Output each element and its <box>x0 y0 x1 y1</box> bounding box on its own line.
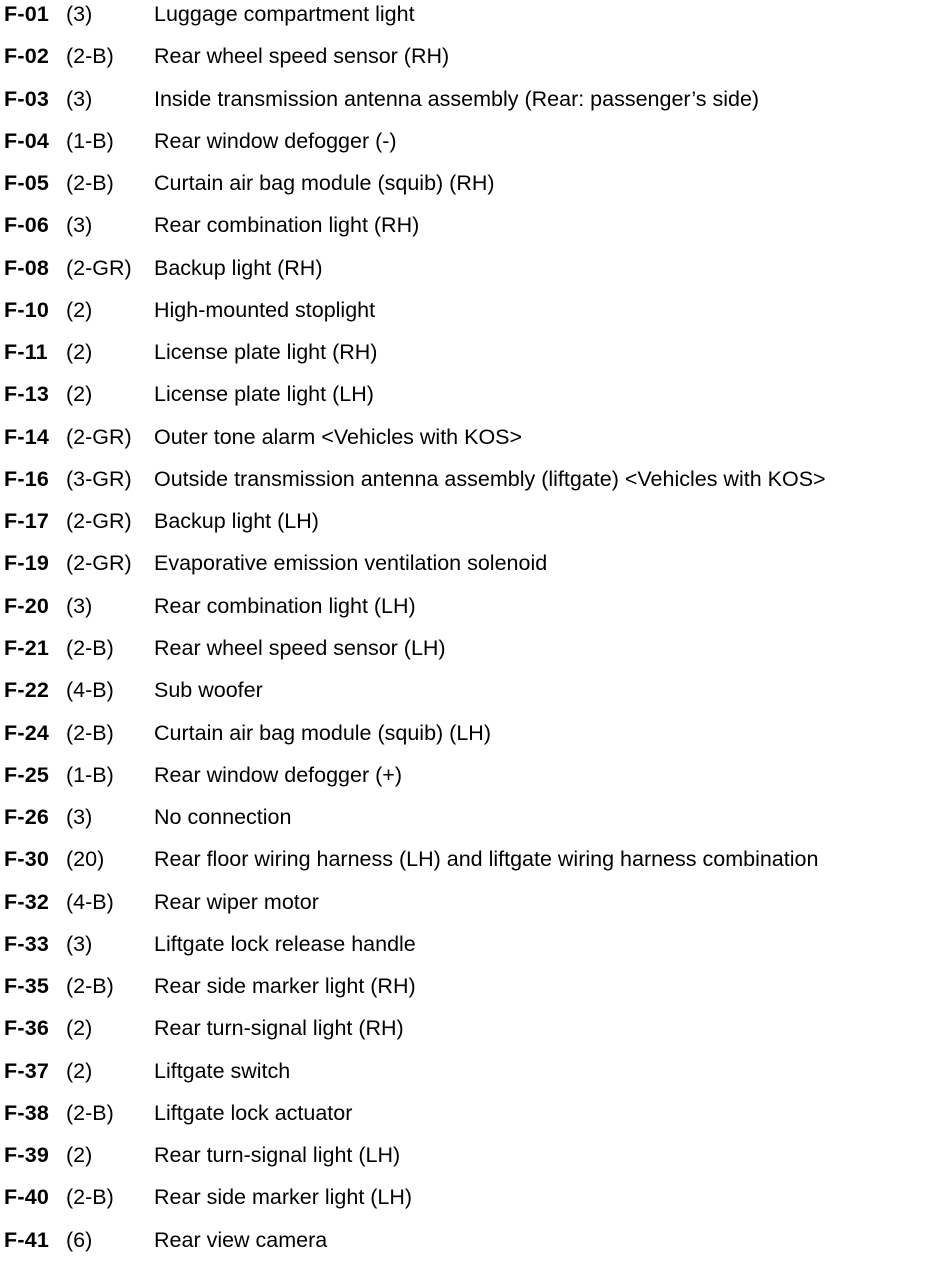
connector-description: Luggage compartment light <box>154 2 415 26</box>
connector-code: F-32 <box>4 889 50 914</box>
connector-description: Rear wiper motor <box>154 889 319 914</box>
connector-pins: (2-GR) <box>66 255 132 280</box>
connector-pins: (2-GR) <box>66 509 132 534</box>
connector-pins: (2-B) <box>66 635 114 660</box>
connector-description: Inside transmission antenna assembly (Rear: passenger’s side) <box>154 86 760 111</box>
connector-code: F-25 <box>4 762 50 787</box>
connector-code: F-30 <box>4 847 50 872</box>
connector-pins: (2-B) <box>66 1185 114 1210</box>
connector-pins: (3) <box>66 2 93 26</box>
connector-row <box>0 803 944 845</box>
connector-description: Rear turn-signal light (LH) <box>154 1143 401 1168</box>
connector-code: F-10 <box>4 297 50 322</box>
connector-row <box>0 930 944 972</box>
connector-pins: (2-B) <box>66 171 114 196</box>
connector-row <box>0 296 944 338</box>
connector-description: Rear floor wiring harness (LH) and liftgate wiring harness combination <box>154 847 819 872</box>
connector-description: Rear side marker light (LH) <box>154 1185 413 1210</box>
connector-pins: (3-GR) <box>66 466 132 491</box>
connector-pins: (3) <box>66 805 93 830</box>
connector-description: Outer tone alarm <Vehicles with KOS> <box>154 424 523 449</box>
connector-code: F-26 <box>4 805 50 830</box>
connector-row <box>0 1141 944 1183</box>
connector-row <box>0 1099 944 1141</box>
connector-description: Liftgate lock release handle <box>154 931 416 956</box>
connector-code: F-38 <box>4 1100 50 1125</box>
connector-pins: (6) <box>66 1227 93 1252</box>
connector-pins: (2) <box>66 297 93 322</box>
connector-pins: (2-B) <box>66 974 114 999</box>
connector-code: F-03 <box>4 86 50 111</box>
connector-row <box>0 845 944 887</box>
connector-row <box>0 1014 944 1056</box>
connector-description: Evaporative emission ventilation solenoid <box>154 551 548 576</box>
connector-description: Rear wheel speed sensor (LH) <box>154 635 446 660</box>
connector-row <box>0 676 944 718</box>
connector-row <box>0 761 944 803</box>
connector-row <box>0 719 944 761</box>
connector-code: F-22 <box>4 678 50 703</box>
connector-code: F-35 <box>4 974 50 999</box>
connector-code: F-11 <box>4 340 48 365</box>
connector-description: Rear window defogger (-) <box>154 128 397 153</box>
connector-row <box>0 423 944 465</box>
connector-pins: (3) <box>66 931 93 956</box>
connector-row <box>0 888 944 930</box>
connector-code: F-04 <box>4 128 50 153</box>
connector-description: License plate light (RH) <box>154 340 378 365</box>
connector-code: F-17 <box>4 509 50 534</box>
connector-description: No connection <box>154 805 292 830</box>
connector-code: F-36 <box>4 1016 50 1041</box>
connector-row <box>0 1183 944 1225</box>
connector-description: Rear side marker light (RH) <box>154 974 416 999</box>
connector-code: F-37 <box>4 1058 50 1083</box>
connector-description: Rear turn-signal light (RH) <box>154 1016 404 1041</box>
connector-pins: (3) <box>66 86 93 111</box>
connector-row <box>0 634 944 676</box>
connector-code: F-02 <box>4 44 50 69</box>
connector-pins: (20) <box>66 847 105 872</box>
connector-code: F-19 <box>4 551 50 576</box>
connector-code: F-41 <box>4 1227 50 1252</box>
connector-code: F-33 <box>4 931 50 956</box>
connector-row <box>0 254 944 296</box>
connector-description: Rear combination light (RH) <box>154 213 420 238</box>
connector-pins: (2-GR) <box>66 424 132 449</box>
connector-pins: (2) <box>66 1058 93 1083</box>
connector-pins: (4-B) <box>66 889 114 914</box>
connector-pins: (1-B) <box>66 128 114 153</box>
connector-description: Liftgate switch <box>154 1058 291 1083</box>
connector-row <box>0 169 944 211</box>
connector-code: F-08 <box>4 255 50 280</box>
connector-row <box>0 0 944 42</box>
connector-description: Rear view camera <box>154 1227 328 1252</box>
connector-code: F-13 <box>4 382 50 407</box>
connector-code: F-24 <box>4 720 50 745</box>
connector-row <box>0 338 944 380</box>
connector-description: Curtain air bag module (squib) (RH) <box>154 171 495 196</box>
connector-code: F-20 <box>4 593 50 618</box>
connector-pins: (2) <box>66 1016 93 1041</box>
connector-pins: (1-B) <box>66 762 114 787</box>
connector-row <box>0 380 944 422</box>
connector-description: License plate light (LH) <box>154 382 374 407</box>
connector-pins: (2-B) <box>66 1100 114 1125</box>
connector-pins: (2-GR) <box>66 551 132 576</box>
connector-row <box>0 972 944 1014</box>
connector-code: F-40 <box>4 1185 50 1210</box>
connector-code: F-01 <box>4 2 50 26</box>
connector-pins: (2-B) <box>66 44 114 69</box>
connector-row <box>0 211 944 253</box>
connector-row <box>0 42 944 84</box>
connector-description: Rear wheel speed sensor (RH) <box>154 44 450 69</box>
connector-description: Curtain air bag module (squib) (LH) <box>154 720 491 745</box>
connector-description: Backup light (RH) <box>154 255 323 280</box>
connector-description: Rear window defogger (+) <box>154 762 402 787</box>
connector-row <box>0 507 944 549</box>
connector-row <box>0 1057 944 1099</box>
connector-description: Outside transmission antenna assembly (liftgate) <Vehicles with KOS> <box>154 466 826 491</box>
connector-code: F-05 <box>4 171 50 196</box>
connector-code: F-21 <box>4 635 50 660</box>
connector-description: High-mounted stoplight <box>154 297 376 322</box>
connector-pins: (2) <box>66 340 93 365</box>
connector-pins: (3) <box>66 213 93 238</box>
connector-pins: (2-B) <box>66 720 114 745</box>
connector-code: F-16 <box>4 466 50 491</box>
connector-pins: (2) <box>66 1143 93 1168</box>
connector-code: F-39 <box>4 1143 50 1168</box>
connector-row <box>0 549 944 591</box>
connector-description: Backup light (LH) <box>154 509 319 534</box>
connector-description: Sub woofer <box>154 678 263 703</box>
connector-row <box>0 465 944 507</box>
connector-row <box>0 85 944 127</box>
connector-pins: (4-B) <box>66 678 114 703</box>
connector-row <box>0 592 944 634</box>
connector-pins: (3) <box>66 593 93 618</box>
connector-row <box>0 127 944 169</box>
connector-pins: (2) <box>66 382 93 407</box>
connector-code: F-14 <box>4 424 50 449</box>
connector-description: Rear combination light (LH) <box>154 593 416 618</box>
connector-description: Liftgate lock actuator <box>154 1100 353 1125</box>
connector-code: F-06 <box>4 213 50 238</box>
